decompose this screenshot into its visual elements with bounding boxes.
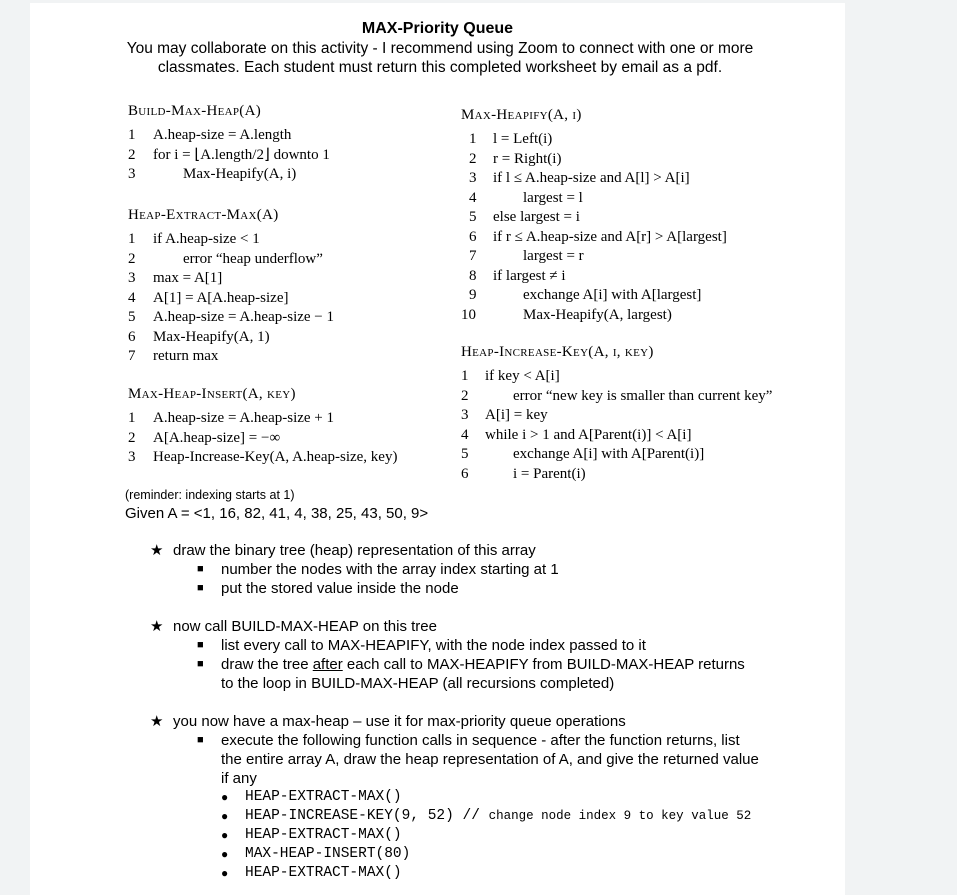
algo-line: Max-Heapify(A, i) <box>183 166 297 182</box>
intro-text: You may collaborate on this activity - I recommend using Zoom to connect with one or more classmates. Each student must return this completed worksheet by email as a pdf. <box>126 40 754 76</box>
task-2 <box>125 617 825 697</box>
heap-extract-max-header: Heap-Extract-Max(A) <box>128 207 279 223</box>
algo-line: error “heap underflow” <box>183 250 323 267</box>
dot-bullet-icon: ● <box>221 809 229 823</box>
task-text: now call BUILD-MAX-HEAP on this tree <box>173 618 437 635</box>
algo-line: largest = r <box>523 248 584 264</box>
algo-line: Heap-Increase-Key(A, A.heap-size, key) <box>153 449 398 465</box>
function-call: HEAP-INCREASE-KEY(9, 52) // change node index 9 to key value 52 <box>245 808 752 824</box>
worksheet-page <box>30 3 845 895</box>
indexing-reminder: (reminder: indexing starts at 1) <box>125 488 295 502</box>
square-bullet-icon: ■ <box>197 639 204 651</box>
algo-line: if key < A[i] <box>485 368 560 384</box>
build-max-heap-header: Build-Max-Heap(A) <box>128 103 262 119</box>
task-3 <box>125 712 845 892</box>
algo-line: largest = l <box>523 189 583 206</box>
max-heapify-header: Max-Heapify(A, i) <box>461 107 582 123</box>
function-call: HEAP-EXTRACT-MAX() <box>245 865 402 881</box>
algo-line: A[A.heap-size] = −∞ <box>153 429 281 446</box>
heap-increase-key-header: Heap-Increase-Key(A, i, key) <box>461 344 654 360</box>
algo-line: if A.heap-size < 1 <box>153 231 260 247</box>
algo-line: error “new key is smaller than current key” <box>513 387 773 404</box>
heap-extract-max-algorithm: Heap-Extract-Max(A) 1 if A.heap-size < 1 2 error “heap underflow” 3 max = A[1] 4 A[1] = A[A.heap-size] 5 A.heap-size = A.heap-size − 1 6 Max-Heapify(A, 1) 7 return max <box>128 207 448 367</box>
function-call: HEAP-EXTRACT-MAX() <box>245 827 402 843</box>
algo-line: if l ≤ A.heap-size and A[l] > A[i] <box>493 170 690 186</box>
algo-line: if largest ≠ i <box>493 267 566 284</box>
task-text: you now have a max-heap – use it for max-priority queue operations <box>173 713 626 730</box>
dot-bullet-icon: ● <box>221 847 229 861</box>
build-max-heap-algorithm: Build-Max-Heap(A) 1 A.heap-size = A.length 2 for i = ⌊A.length/2⌋ downto 1 3 Max-Heapify(A, i) <box>128 103 448 185</box>
dot-bullet-icon: ● <box>221 790 229 804</box>
algo-line: A[1] = A[A.heap-size] <box>153 289 289 306</box>
algo-line: exchange A[i] with A[largest] <box>523 287 702 303</box>
max-heap-insert-header: Max-Heap-Insert(A, key) <box>128 386 296 402</box>
square-bullet-icon: ■ <box>197 734 204 746</box>
star-icon: ★ <box>150 713 164 730</box>
algo-line: else largest = i <box>493 209 580 225</box>
square-bullet-icon: ■ <box>197 658 204 670</box>
subtask-text: list every call to MAX-HEAPIFY, with the node index passed to it <box>221 637 646 654</box>
algo-line: Max-Heapify(A, largest) <box>523 306 672 323</box>
subtask-text-continued: to the loop in BUILD-MAX-HEAP (all recursions completed) <box>221 675 615 692</box>
function-call: MAX-HEAP-INSERT(80) <box>245 846 411 862</box>
task-text: draw the binary tree (heap) representation of this array <box>173 542 536 559</box>
heap-increase-key-algorithm: Heap-Increase-Key(A, i, key) 1 if key < A[i] 2 error “new key is smaller than current key” 3 A[i] = key 4 while i > 1 and A[Parent(i)] < A[i] 5 exchange A[i] with A[Parent(i)] 6 i = Parent(i) <box>461 344 821 484</box>
task-1 <box>125 541 825 601</box>
algo-line: if r ≤ A.heap-size and A[r] > A[largest] <box>493 228 727 245</box>
algo-line: Max-Heapify(A, 1) <box>153 328 270 345</box>
subtask-text-continued: if any <box>221 770 257 787</box>
algo-line: A[i] = key <box>485 407 548 423</box>
subtask-text-continued: the entire array A, draw the heap representation of A, and give the returned value <box>221 751 759 768</box>
algo-line: l = Left(i) <box>493 131 553 147</box>
page-title: MAX-Priority Queue <box>361 20 514 37</box>
call-comment: change node index 9 to key value 52 <box>488 809 752 823</box>
function-call: HEAP-EXTRACT-MAX() <box>245 789 402 805</box>
algo-line: r = Right(i) <box>493 150 562 167</box>
algo-line: for i = ⌊A.length/2⌋ downto 1 <box>153 146 330 163</box>
max-heapify-algorithm: Max-Heapify(A, i) 1 l = Left(i) 2 r = Right(i) 3 if l ≤ A.heap-size and A[l] > A[i] 4 largest = l 5 else largest = i 6 if r ≤ A.heap-size and A[r] > A[largest] 7 largest = r 8 if largest ≠ i 9 exchange A[i] with A[largest] 10 Max-Heapify(A, largest) <box>461 107 801 325</box>
square-bullet-icon: ■ <box>197 582 204 594</box>
algo-line: max = A[1] <box>153 270 223 286</box>
emphasis-after: after <box>312 656 343 673</box>
algo-line: exchange A[i] with A[Parent(i)] <box>513 446 705 462</box>
subtask-text: execute the following function calls in sequence - after the function returns, list <box>221 732 740 749</box>
subtask-text: draw the tree after each call to MAX-HEAPIFY from BUILD-MAX-HEAP returns <box>221 656 745 673</box>
max-heap-insert-algorithm: Max-Heap-Insert(A, key) 1 A.heap-size = A.heap-size + 1 2 A[A.heap-size] = −∞ 3 Heap-Increase-Key(A, A.heap-size, key) <box>128 386 458 468</box>
star-icon: ★ <box>150 618 164 635</box>
algo-line: A.heap-size = A.length <box>153 127 292 143</box>
algo-line: while i > 1 and A[Parent(i)] < A[i] <box>485 426 692 443</box>
algo-line: A.heap-size = A.heap-size + 1 <box>153 410 335 426</box>
dot-bullet-icon: ● <box>221 828 229 842</box>
algo-line: A.heap-size = A.heap-size − 1 <box>153 309 335 325</box>
star-icon: ★ <box>150 542 164 559</box>
algo-line: return max <box>153 348 219 364</box>
algo-line: i = Parent(i) <box>513 465 586 482</box>
subtask-text: put the stored value inside the node <box>221 580 459 597</box>
given-array: Given A = <1, 16, 82, 41, 4, 38, 25, 43, 50, 9> <box>125 505 429 522</box>
subtask-text: number the nodes with the array index starting at 1 <box>221 561 559 578</box>
square-bullet-icon: ■ <box>197 563 204 575</box>
dot-bullet-icon: ● <box>221 866 229 880</box>
